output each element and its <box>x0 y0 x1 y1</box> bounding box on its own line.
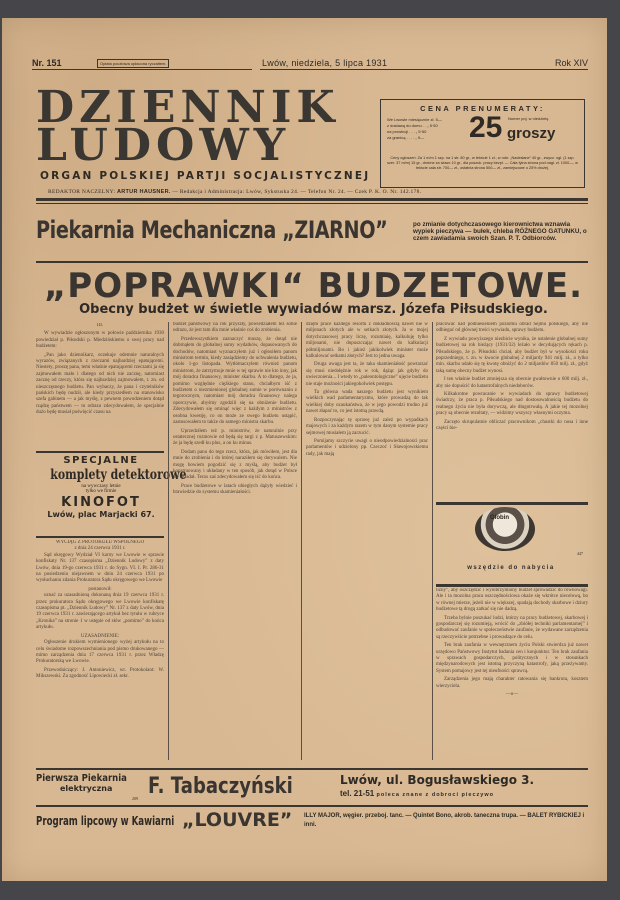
louvre-program: ILLY MAJOR, węgier. przeboj. tanc. — Quintet Bono, akrob. taneczna trupa. — BALET RYBICKIEJ i inni. <box>304 813 585 828</box>
radio-ad-company: KINOFOT <box>61 495 141 510</box>
divider <box>36 261 588 263</box>
radio-ad-line-4: tylko we firmie <box>85 489 117 494</box>
divider <box>36 451 164 453</box>
masthead-line-1: DZIENNIK <box>36 82 340 133</box>
paragraph: Ogłoszenie drukiem wymienionego wyżej artykułu na to celu świadome rozpowszechniania pod pismo drukowanego — mimo zarządzenia dnia 17 czerwca 1931 r. przez Władzę Prokuratorską we Lwowie. <box>36 640 164 665</box>
divider <box>260 69 588 70</box>
paragraph: pracować nad podniesieniem poziomu obrad Sejmu polskiego, aby nie odbiegać od głównej treści wywiadu, sprawy budżetu. <box>436 322 588 334</box>
radio-ad-address: Lwów, plac Marjacki 67. <box>47 510 155 519</box>
tabaczynski-tel: tel. 21-51 <box>340 789 375 798</box>
decision-label: postanowił: <box>88 586 112 592</box>
paragraph: Zaczęto skrupulatnie obliczać pracownikom „chustki do nosa i inne części bie- <box>436 419 588 432</box>
radio-ad-line-1: SPECJALNE <box>63 455 139 466</box>
headline: „POPRAWKI“ BUDZETOWE. <box>43 266 584 306</box>
globin-ad <box>435 503 587 585</box>
article-column-2 <box>173 322 297 762</box>
paragraph: Pomijamy szczycie uwagi o nieodpowiedzialności prac parlamentów i udzielony pp. Czeczoć i Sławojowskiemu rady, jak mają <box>306 438 428 457</box>
price-unit: groszy <box>507 125 556 142</box>
paragraph: dzięto prace każdego resortu z dokładnością nawet nie w miljonach złotych ale w setkach złotych. Ja w mojej dotychczasowej pracy liczę, rozumiaię, kalkuluję tylko miljonami, nie dopuszczając nawet do kalkulacji półmiljonami. Bo i jakież jakikolwiek minister może kalkulować setkami złotych? Jest to jedna uwaga. <box>306 322 428 360</box>
divider <box>36 768 588 770</box>
article-column-4-continued <box>436 588 588 758</box>
ad-ref: 209 <box>132 796 138 801</box>
price-note: Numer poj. w niedzielę <box>508 116 549 121</box>
paragraph: Ten brak zaufania w wewnętrznem życiu Polski stwierdza już nawet urzędowo Państwowy Instytut badania cen i konjunktur. Ten brak zaufania w sprawach gospodarczych, politycznych i w stosunkach międzynarodowych jest istotną przyczyną katastrofy, jaką przeżywamy. System pomajowy jest tej nieufności sprawcą. <box>436 643 588 674</box>
postage-note: Opłata pocztowa opłacona ryczałtem. <box>97 59 169 68</box>
ziarno-ad-title: Piekarnia Mechaniczna „ZIARNO” <box>36 216 388 244</box>
ziarno-ad-text: po zmianie dotychczasowego kierownictwa wznawia wypiek pieczywa — bułek, chleba RÓŻNEGO GATUNKU, o czem zawiadamia swoich Szan. P. T. Odbiorców. <box>413 221 587 242</box>
ad-ref: 447 <box>577 551 583 556</box>
price-box-title: CENA PRENUMERATY: <box>420 104 545 113</box>
paragraph: Kilkakrotne powracanie w wywiadach do sprawy budżetowej świadczy, że praca p. Piłsudskiego nad dostosowalnością budżetu do realnego życia nie była dorywczą, ale długotrwałą. A jakie tej mozolnej pracy są obecnie rezultaty, — widzimy wszyscy własnymi oczyma. <box>436 392 588 417</box>
price-rows <box>387 117 462 141</box>
shoe-polish-tin-image <box>475 507 535 551</box>
court-notice-title: WYCIĄG Z PROTOKUŁU WSPÓLNEGO <box>55 540 145 545</box>
end-mark: —o— <box>505 692 519 698</box>
paragraph: „Pan jako dziennikarz, oczekuje odemnie naturalnych wyrazów, związanych z rzeczami najbardziej epatującemi. Niestety, proszę pana, temi właśnie epatującemi rzeczami ja się zajmowałem mało i dlatego od nich nie zacznę, natomiast zacznę od rzeczy, która się najbardziej zajmowałem, t. zn. od nieszczęsnego budżetu. Pan wybaczy, że pana i czytelników pańskich będę nudził, ale kiedy przyszedłem na stanowisko szefa gabinetu — a jak myślę, z pewnem powodzeniem dotąd rządzę państwem — to odrazu zdecydowałem, że specjalnie dużo będę musiał poświęcić czasu na <box>36 352 164 416</box>
masthead-rule <box>36 203 588 204</box>
newspaper-page <box>2 18 607 881</box>
column-rule <box>168 322 169 760</box>
ads-pricing: Ceny ogłoszeń: Za 1 m/m 1 szp. na 1 str. 80 gr., w tekście 1 zł., w rubr. „Nadesłane” 40 gr., zwycz. ogł. (1 szp. szer. 37 m/m) 15 gr., drobne za słowo 10 gr., dla poszuk. pracy bezpł. — Cała tylna strona pod nagł. zł. 1000—, w tekście cała str. 700— zł., ostatnia strona 500— zł., zamiejscowe o 25% drożej. <box>387 156 578 170</box>
organ-subtitle: ORGAN POLSKIEJ PARTJI SOCJALISTYCZNEJ <box>40 170 371 182</box>
issue-number: Nr. 151 <box>32 58 62 68</box>
article-column-3 <box>306 322 428 762</box>
product-name: Globin <box>490 515 509 521</box>
court-notice-date: z dnia 24 czerwca 1931 r. <box>74 546 126 552</box>
tabaczynski-ad-left <box>36 773 143 793</box>
paragraph: I ten właśnie budżet zmniejsza się obecnie gwałtownie o 600 milj. zł., aby nie dopuścić do katastrofalnych niedoborów. <box>436 377 588 389</box>
bakery-line-1: Pierwsza Piekarnia <box>36 773 127 784</box>
divider <box>436 584 588 587</box>
radio-ad-line-3: na wywczasy letnie <box>81 484 121 489</box>
price-row: za granicą . . . . „ 9— <box>387 135 425 140</box>
masthead-rule <box>36 198 588 201</box>
editorial-line <box>48 189 421 195</box>
year-label: Rok XIV <box>554 58 588 68</box>
paragraph: Z wywiadu powyższego niezbicie wynika, że ustalenie globalnej sumy budżetowej na rok bieżący (1931/32) leżało w decydujących rękach p. Piłsudskiego, że p. Piłsudski chciał, aby budżet był w wysokości roku poprzedniego, t. zn. w kwocie globalnej 2 miljardy 941 milj. zł., a tylko min. skarbu udało się tę kwotę obniżyć do 2 miljardów 850 milj. zł., gdyż taką sumę obecny budżet wynosi. <box>436 336 588 374</box>
paragraph: Prace budżetowe w latach ubiegłych dążyły wiedzieć i brawiedzie do systemu skamieniałości. <box>173 483 297 496</box>
price-row: We Lwowie miesięcznie zł. 5— <box>387 117 442 122</box>
price-row: na prowincji . . . „ 5·50 <box>387 129 427 134</box>
paragraph: Druga uwaga jest ta, że taka skamieniałość powtarzać się musi niedołężnie rok w rok, dążąc jak gdyby do uwiecznienia... I wtedy to „paleontologiczne” ujęcie budżetu nie staje możności jakiegokolwiek postępu. <box>306 362 428 387</box>
paragraph: Przewodniczący: J. Antoniewicz, wr. Protokolant: W. Mikszewski. Za zgodność Lipowiecki zł. sekr. <box>36 667 164 680</box>
price-row: z dostawą do domu . . „ 5·50 <box>387 123 438 128</box>
editor-name: ARTUR HAUSNER. <box>116 189 171 195</box>
tabaczynski-address: Lwów, ul. Bogusławskiego 3. <box>340 773 535 787</box>
tabaczynski-slogan: poleca znane z dobroci pieczywo <box>376 792 494 798</box>
bakery-line-2: elektryczna <box>60 784 113 793</box>
single-copy-price: 25 <box>469 111 503 144</box>
paragraph: Dodam panu do tego rzecz, która, jak mówiłem, jest dla mnie do zrobienia i do której naraziłem się dorywalem. Nie mogę bowiem pogodzić się z myślą, aby budżet był konstruowany i układany w ten sposób, jak dotąd w Polsce się układał. Terax zaś zdecydowałem się iść do końca. <box>173 449 297 481</box>
subheadline: Obecny budżet w świetle wywiadów marsz. Józefa Piłsudskiego. <box>79 302 548 317</box>
louvre-intro: Program lipcowy w Kawiarni <box>36 814 175 828</box>
paragraph: Rozpoczynając tę sprawę już zależ po wypadkach majowych i za każdym razem w tym danym systemie pracy sejmowej musiałem ją zarzucić. <box>306 417 428 436</box>
editor-label: REDAKTOR NACZELNY: <box>48 189 116 195</box>
paragraph: Zarządzenia jego mają charakter ratowania się bankruta, kosztem wierzyciela. <box>436 677 588 689</box>
masthead-line-2: LUDOWY <box>36 120 291 171</box>
louvre-name: „LOUVRE” <box>182 809 293 831</box>
subscription-price-box <box>380 99 585 188</box>
divider <box>32 69 252 70</box>
paragraph: Przedewszystkiem zaznaczyć muszę, że dotąd nie dobrnąłem do globalnej sumy wydatków, dopasowanych do dochodów, natomiast wyznaczyłem już i ogłosiłem panom ministrom termin, kiedy zasiądziemy do uchwalenia budżetu, około 1-go listopada. Wytłómaczyłem również panom ministrom, że zatrzymuje mnie w tej sprawie nie kto inny, jak mój doradca finansowy, minister skarbu. A to dlatego, że ja, pomimo względnie ciężkiego stanu, chciałbym iść z budżetem o niezmienionej globalnej sumie w porównaniu z tegorocznym, natomiast mój doradca finansowy nalega oporczywie, abyśmy zgodzili się na obniżenie budżetu. Zdecydowałem się ominąć więc z każdym z ministrów z osobna kwestję, co on może ze swego budżetu ustąpić, zastosowałem to także do samego ministra skarbu. <box>173 336 297 426</box>
masthead <box>36 82 376 171</box>
paragraph: lizny”, aby oszczędzić i wyolbrzymiony budżet sprowadzić do równowagi. Ale i ta mozolna praca oszczędnościowa okaże się wkrótce niecelową, bo w równej mierze, jeżeli nie w większej, spadają dochody skarbowe i dziury budżetowe tą drogą zatkać się nie dadzą. <box>436 588 588 613</box>
article-column-4 <box>436 322 588 502</box>
court-notice <box>36 540 164 762</box>
divider <box>36 805 588 807</box>
paragraph: Uprzedziłem też p. ministrów, że naturalnie przy ostatecznej rozmowie od będą się targi z p. Matuszewskim: że ja będę szedł ku plus, a on ku minus. <box>173 428 297 447</box>
tabaczynski-contact <box>340 789 494 798</box>
paragraph: budżet państwowy na rok przyszły, powiedziałem też sobie odrazu, że jest tam dla mnie właśnie coś do zrobienia. <box>173 322 297 334</box>
paragraph: W wywiadzie ogłoszonym w połowie października 1930 powiedział p. Piłsudski p. Miedzińskiemu o swej pracy nad budżetem: <box>36 331 164 350</box>
editorial-info: — Redakcja i Administracja: Lwów, Sykstuska 24. — Telefon Nr. 24. — Czek P. K. O. Nr. 142.178. <box>172 189 422 195</box>
paragraph: uznać za uzasadnioną dokonaną dnia 19 czerwca 1931 r. przez prokuratora Sądu okręgowego we Lwowie konfiskatę czasopisma pt. „Dziennik Ludowy” Nr. 137 z daty Lwów, dnia 19 czerwca 1931 r. zawierającego artykuł bez tytułu w rubryce „Kronika” na stronie 1 w ustępie od słów „pomimo” do końca artykułu. <box>36 593 164 631</box>
column-rule <box>301 322 302 760</box>
divider <box>36 536 164 538</box>
tabaczynski-name: F. Tabaczyński <box>148 774 293 799</box>
radio-ad-line-2: komplety detektorowe <box>50 467 187 483</box>
paragraph: Trzeba bylnie poszukać ludzi, którzy na pracy budżetowej, skarbowej i gospodarczej się rozumieją, wrócić do „zbiółej techniki parlamentarnej” i odbudować zaufanie w społeczeństwie zaufanie, że wydawane zarządzenia są rzeczywiście potrzebne i prowadzące do celu. <box>436 615 588 640</box>
column-rule <box>432 322 433 760</box>
section-number: III. <box>96 323 104 328</box>
dateline: Lwów, niedziela, 5 lipca 1931 <box>262 58 388 68</box>
paragraph: Sąd okręgowy Wydział VI karny we Lwowie w sprawie konfiskaty Nr. 137 czasopisma „Dziennik Ludowy” z daty Lwów, dnia 19-go czerwca 1931 r. do Sygn. VI. I. Pr. 286-31 na posiedzeniu niejawnem w dniu 24 czerwca 1931 po wysłuchaniu zdania Prokuratora Sądu okręgowego we Lwowie <box>36 552 164 584</box>
reasons-label: UZASADNIENIE: <box>80 633 120 639</box>
paragraph: Ta główna wada naszego budżetu jest wynikiem wielkich wad parlamentaryzmu, które prowadzą do tak wielkiej doby ozaukaństwa, że w jego powodzi trudno już nawet złapać to, co jest istotną prawdą. <box>306 390 428 415</box>
radio-ad <box>36 455 187 519</box>
article-column-1 <box>36 323 164 451</box>
globin-tagline: wszędzie do nabycia <box>467 565 555 571</box>
